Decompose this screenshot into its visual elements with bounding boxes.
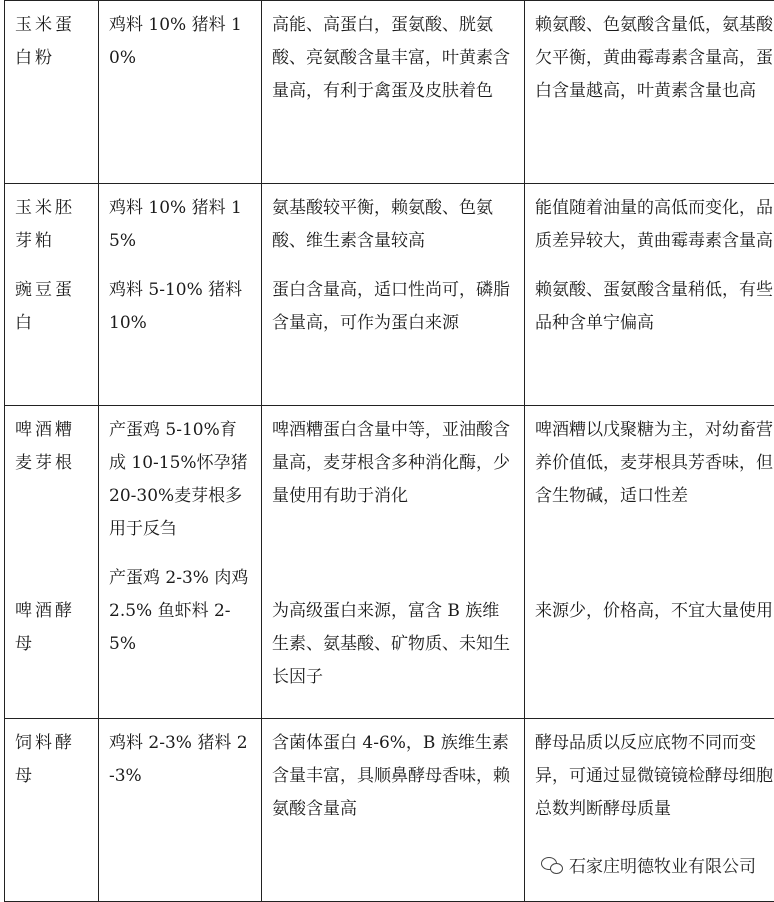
dosage-cell — [99, 406, 262, 719]
disadvantages-cell — [525, 1, 774, 184]
wechat-icon — [541, 856, 563, 874]
dosage-text: 鸡料 10% 猪料 10% — [109, 15, 242, 68]
feed-ingredient-table — [4, 0, 774, 902]
ingredient-name-cell — [5, 1, 99, 184]
advantages-text: 含菌体蛋白 4-6%，B 族维生素含量丰富，具顺鼻酵母香味，赖氨酸含量高 — [272, 733, 510, 819]
advantages-cell — [262, 1, 525, 184]
table-row — [5, 184, 774, 406]
disadvantages-text: 酵母品质以反应底物不同而变异，可通过显微镜镜检酵母细胞总数判断酵母质量 — [535, 733, 773, 819]
advantages-cell — [262, 184, 525, 406]
advantages-text: 氨基酸较平衡，赖氨酸、色氨酸、维生素含量较高 — [272, 192, 514, 258]
dosage-text: 鸡料 2-3% 猪料 2-3% — [109, 733, 248, 786]
account-watermark — [537, 851, 760, 878]
advantages-text: 蛋白含量高，适口性尚可，磷脂含量高，可作为蛋白来源 — [272, 274, 514, 340]
disadvantages-cell — [525, 406, 774, 719]
ingredient-name-cell — [5, 406, 99, 719]
disadvantages-cell — [525, 184, 774, 406]
table-row — [5, 1, 774, 184]
disadvantages-text: 赖氨酸、蛋氨酸含量稍低，有些品种含单宁偏高 — [535, 274, 774, 340]
advantages-text: 啤酒糟蛋白含量中等，亚油酸含量高，麦芽根含多种消化酶，少量使用有助于消化 — [272, 414, 514, 579]
dosage-text: 产蛋鸡 2-3% 肉鸡 2.5% 鱼虾料 2-5% — [109, 562, 251, 661]
dosage-text: 鸡料 5-10% 猪料 10% — [109, 274, 251, 340]
dosage-text: 鸡料 10% 猪料 15% — [109, 192, 251, 258]
table-row — [5, 406, 774, 719]
ingredient-name: 豌豆蛋白 — [15, 274, 88, 340]
ingredient-name-cell — [5, 184, 99, 406]
disadvantages-text: 赖氨酸、色氨酸含量低，氨基酸欠平衡，黄曲霉毒素含量高，蛋白含量越高，叶黄素含量也高 — [535, 15, 773, 101]
ingredient-name-cell — [5, 719, 99, 902]
ingredient-name: 啤酒酵母 — [15, 595, 88, 661]
dosage-cell — [99, 184, 262, 406]
dosage-cell — [99, 1, 262, 184]
advantages-cell — [262, 719, 525, 902]
dosage-text: 产蛋鸡 5-10%育成 10-15%怀孕猪 20-30%麦芽根多用于反刍 — [109, 414, 251, 546]
ingredient-name: 饲料酵母 — [15, 733, 75, 786]
disadvantages-text: 啤酒糟以戊聚糖为主，对幼畜营养价值低，麦芽根具芳香味，但含生物碱，适口性差 — [535, 414, 774, 579]
disadvantages-text: 能值随着油量的高低而变化，品质差异较大，黄曲霉毒素含量高 — [535, 192, 774, 258]
advantages-cell — [262, 406, 525, 719]
ingredient-name: 啤酒糟麦芽根 — [15, 414, 88, 579]
watermark-text: 石家庄明德牧业有限公司 — [569, 852, 756, 877]
advantages-text: 为高级蛋白来源，富含 B 族维生素、氨基酸、矿物质、未知生长因子 — [272, 595, 514, 694]
disadvantages-text: 来源少，价格高，不宜大量使用 — [535, 595, 774, 628]
advantages-text: 高能、高蛋白，蛋氨酸、胱氨酸、亮氨酸含量丰富，叶黄素含量高，有利于禽蛋及皮肤着色 — [272, 15, 510, 101]
ingredient-name: 玉米蛋白粉 — [15, 15, 75, 68]
ingredient-name: 玉米胚芽粕 — [15, 192, 88, 258]
dosage-cell — [99, 719, 262, 902]
